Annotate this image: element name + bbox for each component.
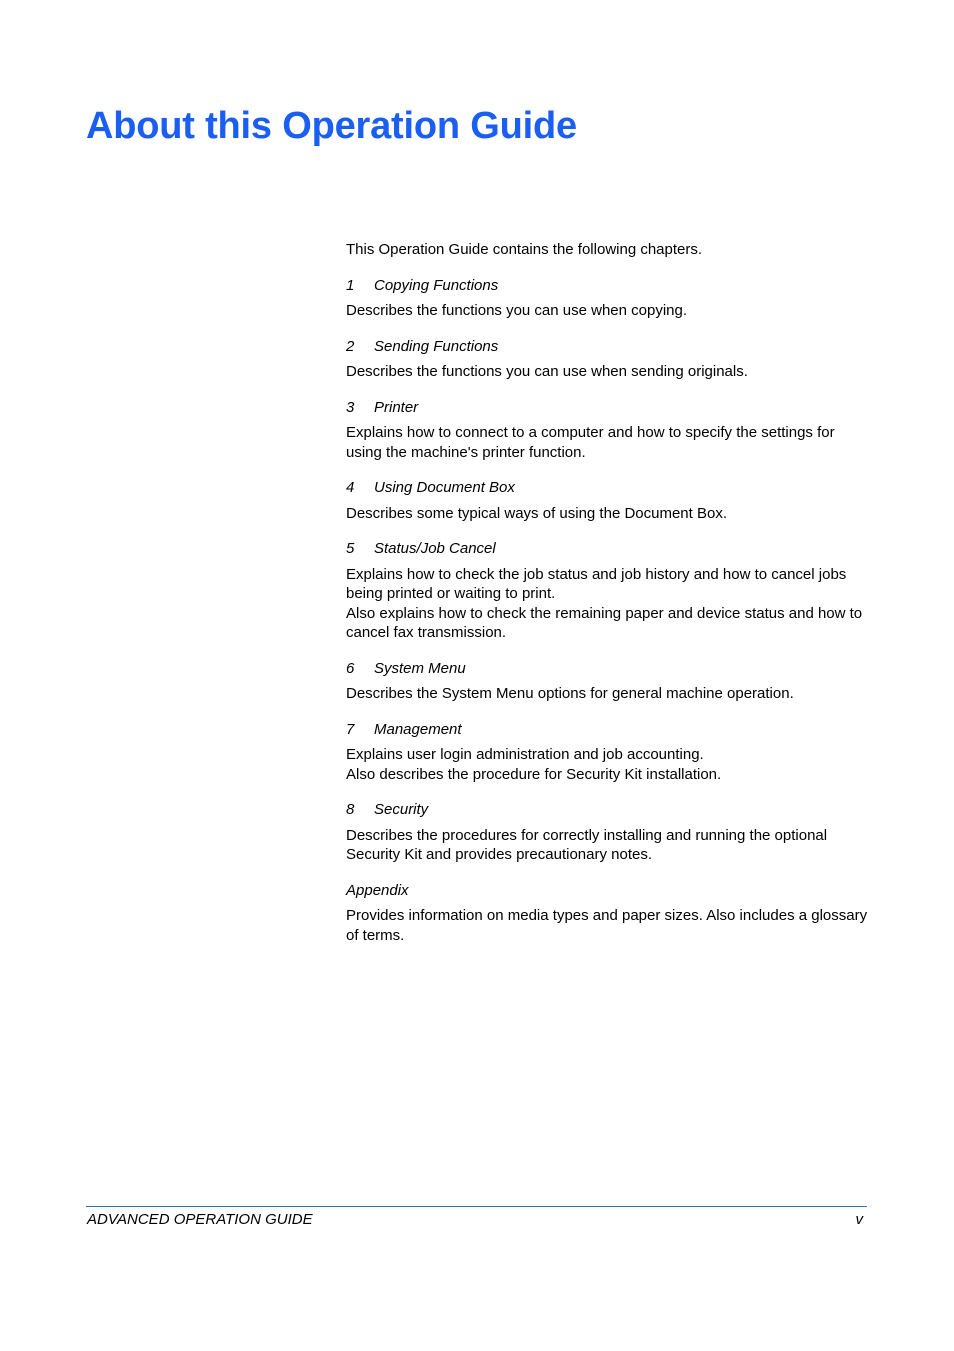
chapter-item [346,478,868,523]
footer-page-number: v [855,1211,863,1228]
chapter-number: 4 [346,479,355,496]
chapter-title: Appendix [346,881,409,899]
chapter-heading [346,659,868,679]
page-title: About this Operation Guide [86,105,577,147]
chapter-number: 2 [346,337,355,355]
chapter-item [346,720,868,785]
chapter-title: Security [374,801,429,818]
chapter-heading [346,539,868,559]
chapter-title: System Menu [374,659,466,677]
chapter-heading [346,478,868,498]
chapter-heading [346,398,868,418]
chapter-title: Sending Functions [374,337,499,355]
chapter-description: Explains user login administration and job accounting. [346,746,704,763]
chapter-title: Management [374,720,462,738]
chapter-item [346,659,868,704]
chapter-description: Describes the System Menu options for general machine operation. [346,685,794,702]
chapter-list [346,240,868,961]
chapter-description: Provides information on media types and paper sizes. Also includes a glossary of terms. [346,907,868,944]
chapter-description: Describes the functions you can use when sending originals. [346,363,748,380]
chapter-number: 6 [346,659,355,677]
chapter-title: Printer [374,398,419,416]
chapter-item [346,276,868,321]
chapter-description: Explains how to connect to a computer and how to specify the settings for using the machine's printer function. [346,424,835,461]
chapter-item [346,398,868,463]
chapter-item [346,337,868,382]
chapter-item [346,539,868,643]
chapter-number: 5 [346,540,355,557]
chapter-title: Using Document Box [374,479,515,496]
chapter-heading [346,337,868,357]
chapter-heading [346,720,868,740]
footer-divider [86,1206,867,1207]
chapter-description: Also explains how to check the remaining paper and device status and how to cancel fax transmission. [346,604,863,641]
chapter-item [346,800,868,865]
chapter-description: Describes some typical ways of using the Document Box. [346,504,727,522]
chapter-number: 7 [346,720,355,738]
chapter-heading [346,276,868,296]
chapter-description: Explains how to check the job status and job history and how to cancel jobs being printed or waiting to print. [346,565,847,602]
chapter-description: Describes the procedures for correctly installing and running the optional Security Kit and provides precautionary notes. [346,826,828,863]
chapter-heading [346,881,868,901]
chapter-title: Status/Job Cancel [374,540,496,557]
intro-text: This Operation Guide contains the following chapters. [346,241,703,258]
chapter-heading [346,800,868,820]
chapter-item [346,881,868,946]
chapter-number: 3 [346,398,355,416]
chapter-title: Copying Functions [374,276,499,294]
chapter-description: Describes the functions you can use when copying. [346,302,688,319]
footer-guide-name: ADVANCED OPERATION GUIDE [87,1211,313,1228]
chapter-number: 8 [346,801,355,818]
chapter-number: 1 [346,276,355,294]
chapter-description: Also describes the procedure for Security Kit installation. [346,765,722,783]
